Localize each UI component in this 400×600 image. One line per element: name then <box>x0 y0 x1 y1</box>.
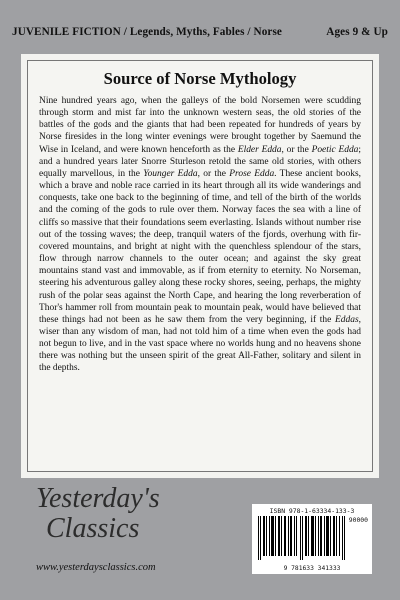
category-label: JUVENILE FICTION / Legends, Myths, Fables / Norse <box>12 26 282 38</box>
description-panel-inner <box>27 60 373 472</box>
barcode-icon <box>258 516 346 560</box>
price-code: 90000 <box>348 516 368 524</box>
description-panel <box>21 54 379 478</box>
top-category-bar <box>12 26 388 38</box>
panel-title: Source of Norse Mythology <box>103 69 297 88</box>
publisher-logo-line1: Yesterday's <box>36 483 160 514</box>
panel-body-text: Nine hundred years ago, when the galleys of the bold Norsemen were scudding through storm and mist far into the unknown western seas, the old stories of the battles of the gods and the giants that had been repeated for hundreds of years by Norse firesides in the long winter evenings were brought together by Saemund the Wise in Iceland, and were known henceforth as the Elder Edda, or the Poetic Edda; and a hundred years later Snorre Sturleson retold the same old stories, with others equally marvellous, in the Younger Edda, or the Prose Edda. These ancient books, which a brave and noble race carried in its heart through all its wide wanderings and conquests, take one back to the beginning of time, and tell of the birth of the worlds and the coming of the gods to rule over them. Norway faces the sea with a line of cliffs so massive that their foundations seem everlasting. Islands without number rise out of the tossing waves; the deep, tranquil waters of the fjords, overhung with fir-covered mountains, and bright at night with the quenchless splendour of the stars, flow through narrow channels to the outer ocean; and against the sky great mountains stand vast and immovable, as if from eternity to eternity. No Norseman, steering his adventurous galley along these rocky shores, seeing, perhaps, the mighty rush of the polar seas against the North Cape, and hearing the long reverberation of Thor's hammer roll from mountain peak to mountain peak, would have believed that these things had not been as he saw them from the very beginning, if the Eddas, wiser than any wisdom of man, had not told him of a time when even the gods had not begun to live, and in the vast space where no worlds hung and no heavens shone there was nothing but the unseen spirit of the great All-Father, solitary and silent in the depths. <box>39 96 362 374</box>
publisher-logo <box>36 484 160 544</box>
isbn-label: ISBN 978-1-63334-133-3 <box>269 507 355 515</box>
age-range-label: Ages 9 & Up <box>326 26 388 38</box>
publisher-url: www.yesterdaysclassics.com <box>36 562 156 573</box>
barcode-digits: 9 781633 341333 <box>283 565 341 572</box>
isbn-barcode-box <box>252 504 372 574</box>
publisher-logo-line2: Classics <box>46 513 140 544</box>
